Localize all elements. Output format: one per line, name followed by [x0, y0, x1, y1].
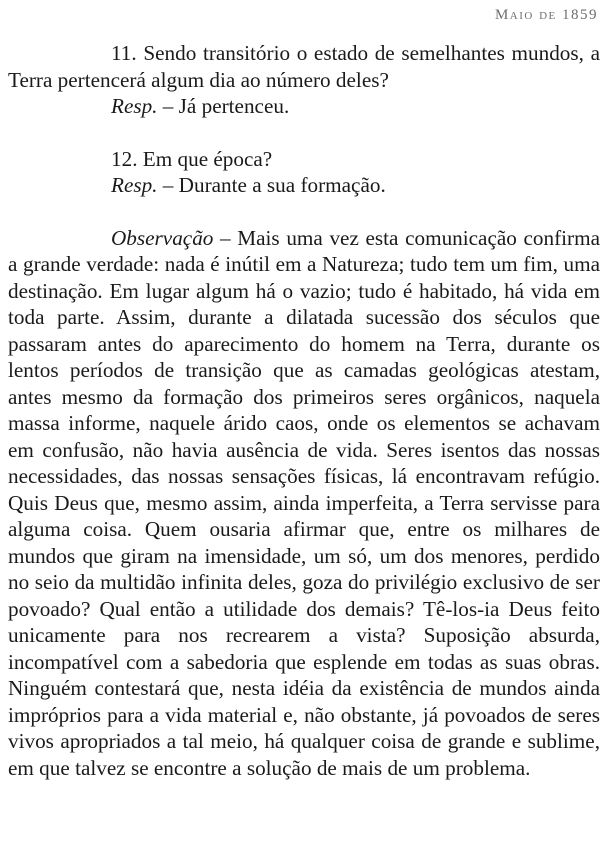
page-body [8, 40, 600, 781]
resp-label: Resp. [111, 173, 158, 197]
answer-12 [8, 172, 600, 199]
observation-label: Observação [111, 225, 214, 250]
observation-paragraph [8, 225, 600, 782]
question-12: 12. Em que época? [111, 146, 273, 171]
observation-text: – Mais uma vez esta comunicação confirma a grande verdade: nada é inútil em a Natureza; tudo tem um fim, uma destinação. Em lugar algum há o vazio; tudo é habitado, há vida em toda parte. Assim, durante a dilatada sucessão dos séculos que passaram antes do aparecimento do homem na Terra, durante os lentos períodos de transição que as camadas geológicas atestam, antes mesmo da formação dos primeiros seres orgânicos, naquela massa informe, naquele árido caos, onde os elementos se achavam em confusão, não havia ausência de vida. Seres isentos das nossas necessidades, das nossas sensações físicas, lá encontravam refúgio. Quis Deus que, mesmo assim, ainda imperfeita, a Terra servisse para alguma coisa. Quem ousaria afirmar que, entre os milhares de mundos que giram na imensidade, um só, um dos menores, perdido no seio da multidão infinita deles, goza do privilégio exclusivo de ser povoado? Qual então a utilidade dos demais? Tê-los-ia Deus feito unicamente para nos recrearem a vista? Suposição absurda, incompatível com a sabedoria que esplende em todas as suas obras. Ninguém contestará que, nesta idéia da existência de mundos ainda impróprios para a vida material e, não obstante, já povoados de seres vivos apropriados a tal meio, há qualquer coisa de grande e sublime, em que talvez se encontre a solução de mais de um problema. [8, 225, 600, 780]
answer-text: – Já pertenceu. [157, 94, 290, 118]
answer-11 [8, 93, 600, 120]
running-header: Maio de 1859 [494, 7, 598, 23]
answer-text: – Durante a sua formação. [157, 173, 386, 197]
question-11: 11. Sendo transitório o estado de semelhantes mundos, a Terra pertencerá algum dia ao número deles? [8, 41, 600, 92]
resp-label: Resp. [111, 94, 158, 118]
paragraph-spacer [8, 120, 600, 146]
paragraph-spacer [8, 199, 600, 225]
